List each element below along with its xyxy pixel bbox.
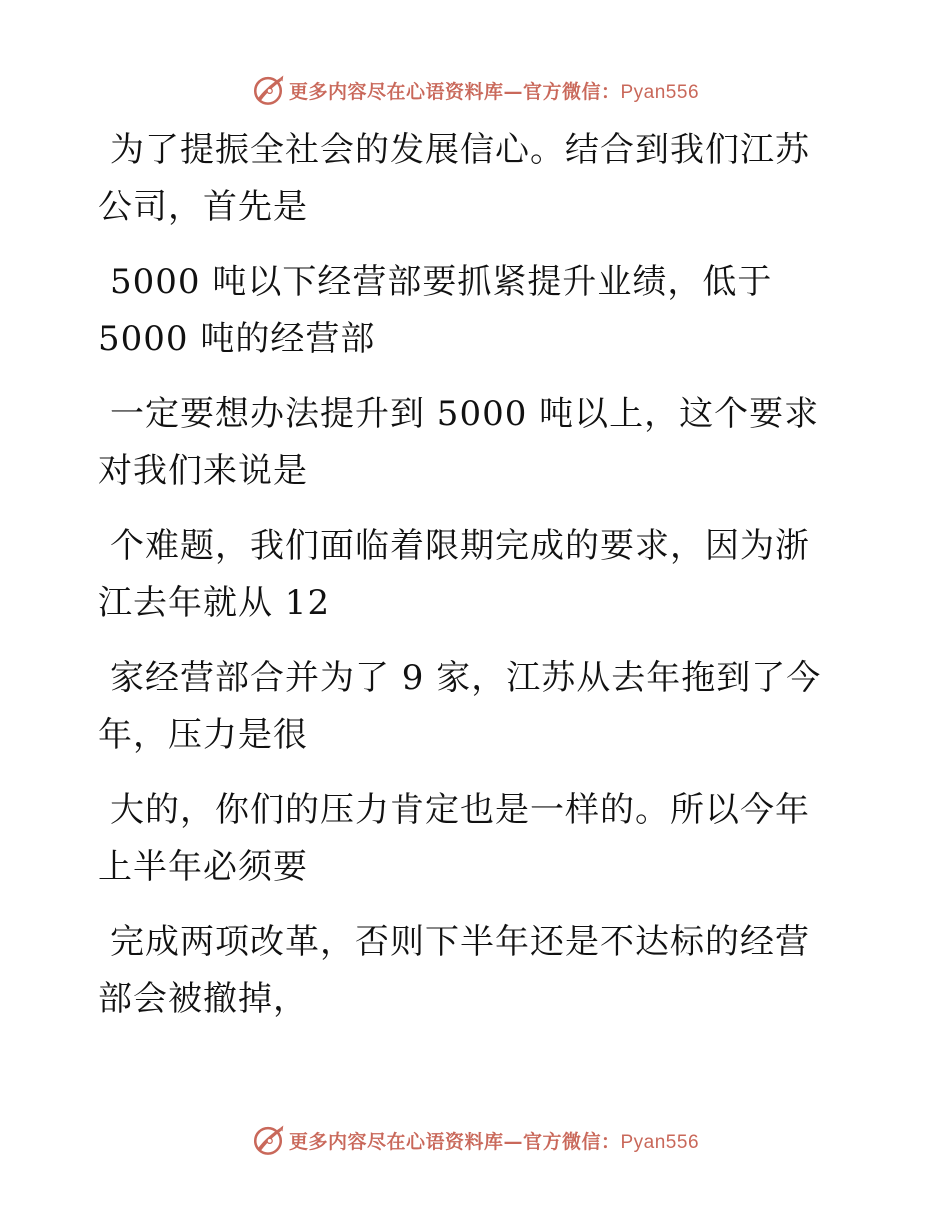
footer-handle: Pyan556 — [620, 1131, 700, 1153]
document-body — [98, 122, 838, 1046]
header-brand: 更多内容尽在心语资料库—官方微信： — [288, 80, 621, 103]
paragraph: 为了提振全社会的发展信心。结合到我们江苏公司，首先是 — [98, 130, 810, 227]
paragraph: 家经营部合并为了 9 家，江苏从去年拖到了今年，压力是很 — [98, 658, 822, 755]
footer-watermark-text — [289, 1127, 699, 1154]
paragraph: 大的，你们的压力肯定也是一样的。所以今年上半年必须要 — [98, 790, 810, 887]
header-handle: Pyan556 — [620, 81, 700, 103]
paragraph: 个难题，我们面临着限期完成的要求，因为浙江去年就从 12 — [98, 526, 810, 623]
paragraph: 完成两项改革，否则下半年还是不达标的经营部会被撤掉， — [98, 922, 810, 1019]
footer-watermark — [0, 1120, 950, 1160]
header-watermark — [0, 70, 950, 110]
footer-brand: 更多内容尽在心语资料库—官方微信： — [288, 1130, 621, 1153]
fountain-pen-logo-icon — [251, 73, 285, 107]
header-watermark-text — [289, 77, 699, 104]
fountain-pen-logo-icon — [251, 1123, 285, 1157]
paragraph: 5000 吨以下经营部要抓紧提升业绩，低于 5000 吨的经营部 — [98, 262, 773, 359]
paragraph: 一定要想办法提升到 5000 吨以上，这个要求对我们来说是 — [98, 394, 820, 491]
